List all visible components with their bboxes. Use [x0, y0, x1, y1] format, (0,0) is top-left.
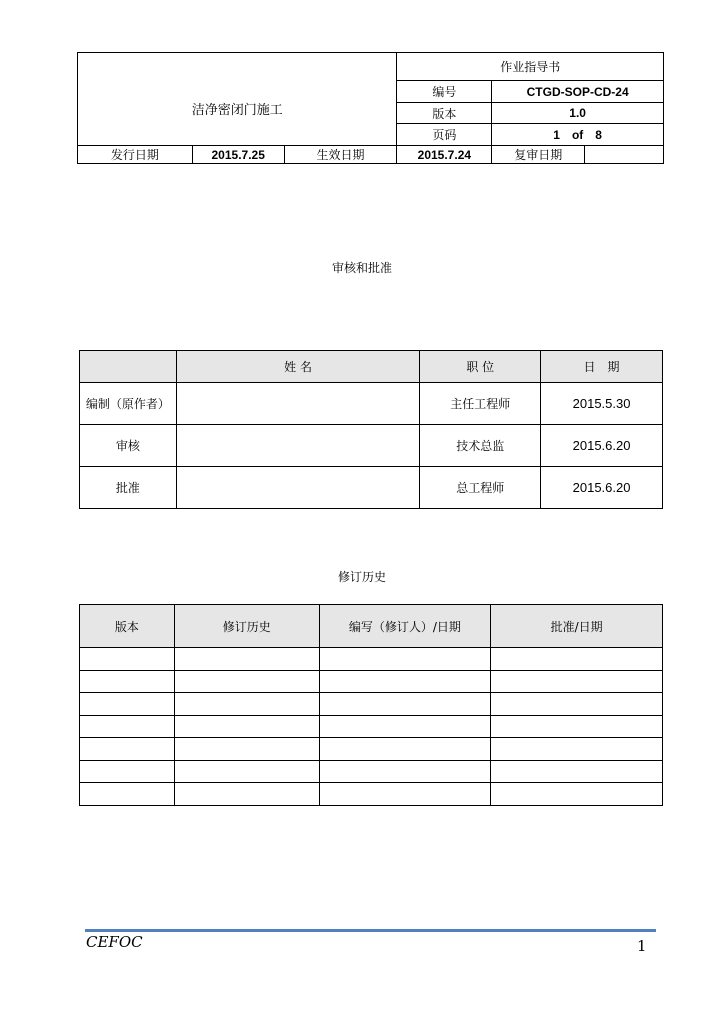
document-title: 洁净密闭门施工 — [78, 53, 397, 146]
revision-cell — [80, 715, 175, 738]
footer-rule — [85, 929, 656, 932]
table-row — [80, 425, 663, 467]
approval-table — [79, 350, 663, 509]
approval-position: 总工程师 — [420, 467, 541, 509]
revision-cell — [319, 670, 491, 693]
table-row — [80, 715, 663, 738]
issue-date-label: 发行日期 — [78, 146, 193, 164]
effective-date-value: 2015.7.24 — [397, 146, 492, 164]
document-header-table — [77, 52, 664, 164]
review-date-value — [585, 146, 664, 164]
revision-cell — [319, 738, 491, 761]
doc-type-label: 作业指导书 — [397, 53, 664, 81]
table-row — [80, 648, 663, 671]
revision-cell — [174, 715, 319, 738]
revision-cell — [80, 693, 175, 716]
approval-role: 批准 — [80, 467, 177, 509]
approval-header-row — [80, 351, 663, 383]
table-row — [80, 760, 663, 783]
revision-cell — [491, 738, 663, 761]
page-value: 1 of 8 — [492, 124, 664, 146]
approval-col-role — [80, 351, 177, 383]
table-row — [80, 383, 663, 425]
approval-position: 主任工程师 — [420, 383, 541, 425]
revision-cell — [491, 670, 663, 693]
revision-cell — [80, 738, 175, 761]
revision-cell — [319, 783, 491, 806]
approval-role: 编制（原作者） — [80, 383, 177, 425]
version-label: 版本 — [397, 103, 492, 124]
revision-col-approval: 批准/日期 — [491, 605, 663, 648]
effective-date-label: 生效日期 — [284, 146, 397, 164]
revision-cell — [319, 760, 491, 783]
footer-page-number: 1 — [637, 937, 647, 955]
approval-col-position: 职 位 — [420, 351, 541, 383]
table-row — [80, 738, 663, 761]
page-label: 页码 — [397, 124, 492, 146]
revision-cell — [80, 783, 175, 806]
approval-date: 2015.6.20 — [541, 425, 663, 467]
revision-cell — [174, 648, 319, 671]
approval-name — [176, 383, 420, 425]
revision-header-row — [80, 605, 663, 648]
table-row — [80, 467, 663, 509]
revision-cell — [491, 693, 663, 716]
approval-section-title: 审核和批准 — [331, 261, 392, 275]
table-row — [80, 670, 663, 693]
approval-position: 技术总监 — [420, 425, 541, 467]
revision-cell — [174, 693, 319, 716]
number-value: CTGD-SOP-CD-24 — [492, 81, 664, 103]
revision-cell — [319, 715, 491, 738]
revision-section-title: 修订历史 — [337, 570, 386, 584]
revision-cell — [319, 648, 491, 671]
issue-date-value: 2015.7.25 — [192, 146, 284, 164]
approval-col-name: 姓 名 — [176, 351, 420, 383]
approval-name — [176, 467, 420, 509]
revision-cell — [174, 760, 319, 783]
revision-col-author: 编写（修订人）/日期 — [319, 605, 491, 648]
approval-date: 2015.5.30 — [541, 383, 663, 425]
revision-cell — [174, 738, 319, 761]
footer-brand: CEFOC — [86, 933, 143, 951]
revision-cell — [174, 670, 319, 693]
approval-role: 审核 — [80, 425, 177, 467]
table-row — [80, 783, 663, 806]
review-date-label: 复审日期 — [492, 146, 585, 164]
revision-cell — [491, 715, 663, 738]
revision-cell — [491, 783, 663, 806]
revision-cell — [80, 648, 175, 671]
approval-col-date: 日 期 — [541, 351, 663, 383]
revision-cell — [491, 648, 663, 671]
version-value: 1.0 — [492, 103, 664, 124]
revision-cell — [491, 760, 663, 783]
table-row — [80, 693, 663, 716]
number-label: 编号 — [397, 81, 492, 103]
revision-col-history: 修订历史 — [174, 605, 319, 648]
revision-history-table — [79, 604, 663, 806]
revision-col-version: 版本 — [80, 605, 175, 648]
revision-cell — [174, 783, 319, 806]
revision-cell — [80, 760, 175, 783]
revision-cell — [80, 670, 175, 693]
revision-cell — [319, 693, 491, 716]
approval-name — [176, 425, 420, 467]
approval-date: 2015.6.20 — [541, 467, 663, 509]
